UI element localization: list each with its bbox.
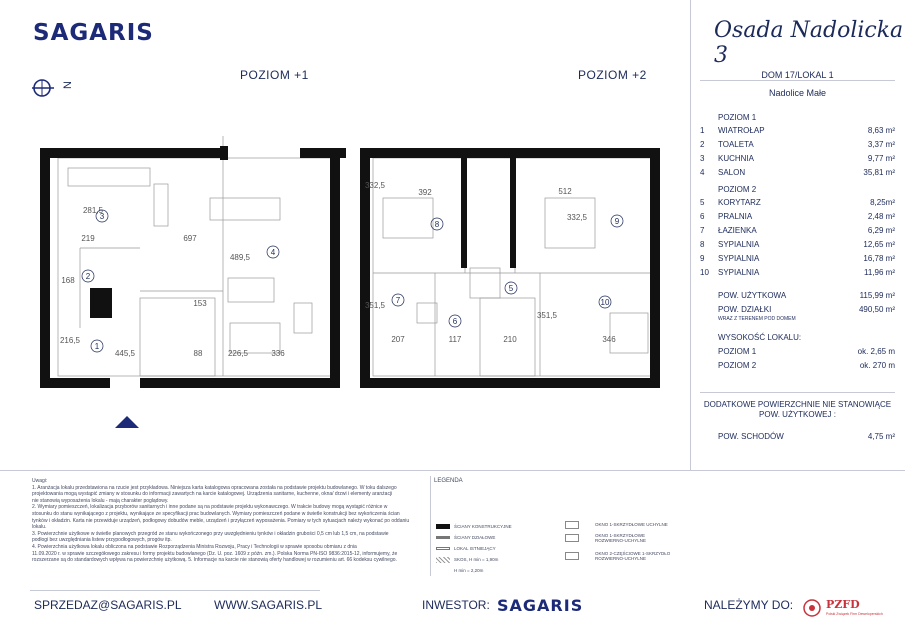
dim-label: 207 [391,335,405,344]
legend-label: ŚCIANY KONSTRUKCYJNE [454,524,512,529]
legend-swatch-partition [436,536,450,539]
pzfd-logo-subtext: Polski Związek Firm Deweloperskich [826,612,883,616]
sagaris-logo: SAGARIS [33,20,154,46]
room-row: 2 TOALETA 3,37 m² [700,140,895,149]
legend-divider [430,476,431,576]
room-number: 7 [395,296,401,305]
stairs-area-row: POW. SCHODÓW 4,75 m² [718,432,895,441]
dim-label: 351,5 [536,311,558,320]
room-row: 10 SYPIALNIA 11,96 m² [700,268,895,277]
legend-label: OKNO 1-SKRZYDŁOWE UCHYLNE [595,522,668,527]
legend-title: LEGENDA [434,478,463,484]
website-link[interactable]: WWW.SAGARIS.PL [214,598,323,612]
window-double-icon [565,552,579,560]
dim-label: 332,5 [566,213,588,222]
dim-label: 88 [193,349,203,358]
level-2-title: POZIOM +2 [578,68,647,82]
place-label: Nadolice Małe [768,88,827,98]
investor-label: INWESTOR: [422,598,490,612]
dim-label: 281,5 [82,206,104,215]
bottom-rule [0,470,905,471]
room-number: 4 [270,248,276,257]
investor-logo: SAGARIS [497,596,584,615]
legend-label: H min = 2,20m [454,568,484,573]
dim-label: 351,5 [364,301,386,310]
level-1-title: POZIOM +1 [240,68,309,82]
floor-plan-level-2 [355,128,675,398]
dim-label: 153 [193,299,207,308]
pzfd-logo-icon [802,598,822,623]
legend-swatch-structural [436,524,450,529]
height-row: POZIOM 2 ok. 270 m [718,361,895,370]
legend-swatch-slope [436,557,450,563]
notes-block: Uwagi: 1. Aranżacja lokalu przedstawiona na rzucie jest przykładowa. Niniejsza karta katalogowa opracowana została na podstawie projektu budowlanego. W toku dalszego projektowania mogą wystąpić zmiany w stosunku do informacji zawartych na karcie katalogowej. Urządzenia sanitarne, kuchenne, okna/ drzwi i elementy aranżacji nie stanowią wyposażenia lokalu - mają charakter poglądowy. 2. Wymiary pomieszczeń, lokalizacja przyborów sanitarnych i inne podane są na podstawie projektu wykonawczego. W trakcie budowy mogą wystąpić różnice w stosunku do stanu wynikającego z projektu, wynikające ze specyfikacji prac budowlanych. Wymiary pomieszczeń podane w świetle konstrukcji bez wykończenia ścian tynków i okładzin. Karta nie przewiduje urządzeń, podłogowy dobudów meble, urządzeń i przyłączeń wyposażenia. Pomiary w tych sytuacjach należy wykonać po oddaniu lokalu. 3. Powierzchnie użytkowe w świetle planowych przegród ze stanu wykończonego przy uwzględnieniu tynków i okładzin grubości 0,5 cm lub 1,5 cm, na podstawie podłogi bez uwzględniania listew przypodłogowych, progów itp. 4. Powierzchnia użytkowa lokalu obliczona na podstawie Rozporządzenia Ministra Rozwoju, Pracy i Technologii w sprawie sposobu obmiaru z dnia 11.09.2020 r. w sprawie szczegółowego zakresu i formy projektu budowlanego (Dz. U. poz. 1609 z późn. zm.). Polska Norma PN-ISO 9836:2015-12, informujemy, że rozszerzane są do standardowych wpływa na powierzchnię użytkową. 5. Informacje na karcie nie stanowią oferty handlowej w rozumieniu art. 66 kodeksu cywilnego. [32,478,410,564]
legend-label: LOKAL ISTNIEJĄCY [454,546,496,551]
room-number: 9 [614,217,620,226]
room-number: 5 [508,284,514,293]
legend-label: ŚCIANY DZIAŁOWE [454,535,496,540]
vertical-divider [690,0,691,470]
dim-label: 392 [418,188,432,197]
project-title: Osada Nadolicka 3 [714,18,904,68]
room-number: 2 [85,272,91,281]
plot-area-row: POW. DZIAŁKI 490,50 m² [718,305,895,314]
dim-label: 445,5 [114,349,136,358]
room-number: 8 [434,220,440,229]
dim-label: 226,5 [227,349,249,358]
room-row: 9 SYPIALNIA 16,78 m² [700,254,895,263]
compass-label: N [61,81,74,89]
dim-label: 336 [271,349,285,358]
dim-label: 489,5 [229,253,251,262]
height-row: POZIOM 1 ok. 2,65 m [718,347,895,356]
room-number: 10 [600,298,610,307]
window-tilt-icon [565,521,579,529]
dim-label: 210 [503,335,517,344]
room-row: 1 WIATROŁAP 8,63 m² [700,126,895,135]
room-row: 4 SALON 35,81 m² [700,168,895,177]
dim-label: 346 [602,335,616,344]
room-number: 6 [452,317,458,326]
legend-label: OKNO 1-SKRZYDŁOWE ROZWIERNO-UCHYLNE [595,533,647,543]
extra-rule [700,392,895,393]
member-label: NALEŻYMY DO: [704,598,794,612]
email-link[interactable]: SPRZEDAZ@SAGARIS.PL [34,598,182,612]
room-number: 3 [99,212,105,221]
dim-label: 117 [448,335,462,344]
room-row: 8 SYPIALNIA 12,65 m² [700,240,895,249]
window-tilt-turn-icon [565,534,579,542]
usable-area-row: POW. UŻYTKOWA 115,99 m² [718,291,895,300]
dim-label: 168 [61,276,75,285]
heights-title: WYSOKOŚĆ LOKALU: [718,333,802,342]
dim-label: 697 [183,234,197,243]
room-row: 5 KORYTARZ 8,25m² [700,198,895,207]
unit-label: DOM 17/LOKAL 1 [761,70,834,80]
legend-label: SKOS, H min = 1,90m [454,557,499,562]
dim-label: 512 [558,187,572,196]
dim-label: 219 [81,234,95,243]
legend-label: OKNO 2-CZĘŚCIOWE 1-SKRZYDŁO ROZWIERNO-UCHYLNE [595,551,671,561]
room-row: 7 ŁAZIENKA 6,29 m² [700,226,895,235]
room-row: 3 KUCHNIA 9,77 m² [700,154,895,163]
dim-label: 216,5 [59,336,81,345]
room-number: 1 [94,342,100,351]
legend-swatch-existing [436,547,450,550]
dim-label: 332,5 [364,181,386,190]
title-rule [700,80,895,81]
room-row: 6 PRALNIA 2,48 m² [700,212,895,221]
plot-note: WRAZ Z TERENEM POD DOMEM [718,316,796,322]
pzfd-logo-text: PZFD [826,598,860,611]
level-1-header: POZIOM 1 [718,113,757,122]
extra-title: DODATKOWE POWIERZCHNIE NIE STANOWIĄCE POW. UŻYTKOWEJ : [703,400,892,419]
level-2-header: POZIOM 2 [718,185,757,194]
floor-plan-level-1 [30,128,350,440]
footer-rule [30,590,320,591]
